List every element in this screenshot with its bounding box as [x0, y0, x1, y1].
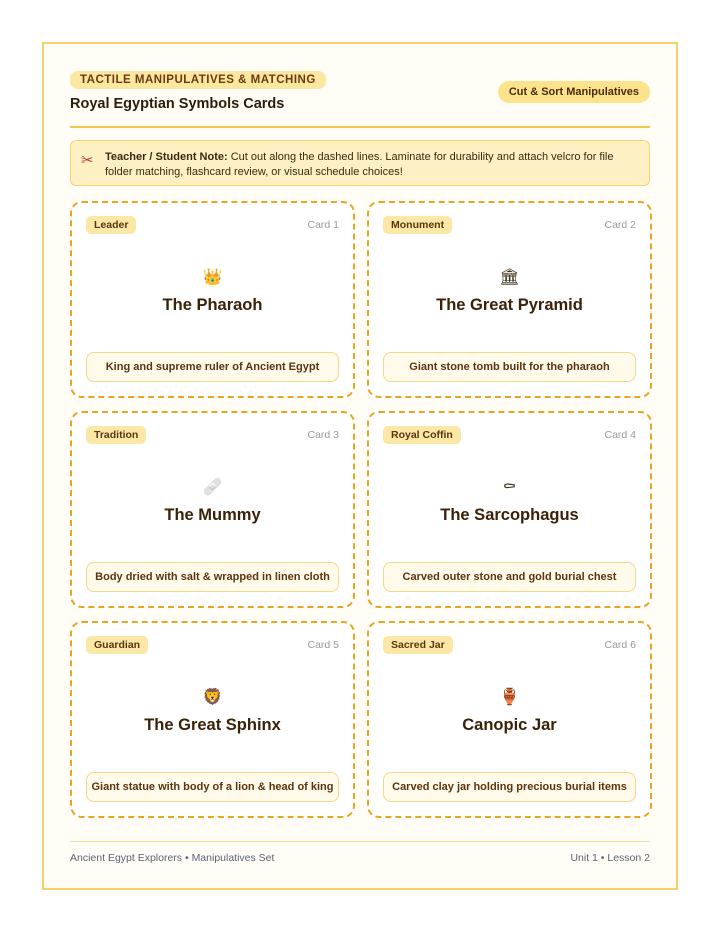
card-description: Carved clay jar holding precious burial items [383, 772, 636, 802]
card-description: Giant statue with body of a lion & head of king [86, 772, 339, 802]
coffin-icon: ⚰ [502, 479, 517, 496]
card-name: The Sarcophagus [440, 506, 579, 524]
scissors-icon: ✂ [81, 152, 94, 169]
card-description: King and supreme ruler of Ancient Egypt [86, 352, 339, 382]
card-name: The Mummy [164, 506, 261, 524]
card-5[interactable] [70, 621, 355, 818]
jar-icon: 🏺 [499, 689, 520, 706]
footer-lesson: Unit 1 • Lesson 2 [570, 852, 650, 864]
page-title: Royal Egyptian Symbols Cards [70, 96, 285, 112]
card-description: Giant stone tomb built for the pharaoh [383, 352, 636, 382]
header-divider [70, 126, 650, 128]
footer-series: Ancient Egypt Explorers • Manipulatives Set [70, 852, 275, 864]
card-tag: Royal Coffin [383, 426, 461, 444]
worksheet [42, 42, 678, 890]
card-tag: Guardian [86, 636, 148, 654]
bandage-icon: 🩹 [202, 479, 223, 496]
card-tag: Tradition [86, 426, 146, 444]
monument-icon: 🏛 [499, 269, 520, 286]
card-tag: Leader [86, 216, 136, 234]
card-description: Carved outer stone and gold burial chest [383, 562, 636, 592]
footer-divider [70, 841, 650, 842]
header [70, 70, 650, 128]
card-tag: Monument [383, 216, 452, 234]
card-2[interactable] [367, 201, 652, 398]
card-name: Canopic Jar [462, 716, 557, 734]
card-4[interactable] [367, 411, 652, 608]
teacher-note [70, 140, 650, 186]
card-1[interactable] [70, 201, 355, 398]
crown-icon: 👑 [202, 269, 223, 286]
kicker-badge: TACTILE MANIPULATIVES & MATCHING [70, 71, 326, 89]
lion-icon: 🦁 [202, 689, 223, 706]
card-tag: Sacred Jar [383, 636, 453, 654]
note-label: Teacher / Student Note: [105, 151, 228, 163]
card-name: The Great Pyramid [436, 296, 583, 314]
card-3[interactable] [70, 411, 355, 608]
note-text: Cut out along the dashed lines. Laminate for durability and attach velcro for file folder matching, flashcard review, or visual schedule choices! [105, 151, 614, 178]
card-6[interactable] [367, 621, 652, 818]
cut-sort-pill: Cut & Sort Manipulatives [498, 81, 650, 103]
card-description: Body dried with salt & wrapped in linen cloth [86, 562, 339, 592]
card-number: Card 4 [604, 429, 636, 441]
card-name: The Pharaoh [162, 296, 263, 314]
card-number: Card 1 [307, 219, 339, 231]
card-number: Card 6 [604, 639, 636, 651]
card-number: Card 3 [307, 429, 339, 441]
card-name: The Great Sphinx [144, 716, 281, 734]
card-number: Card 2 [604, 219, 636, 231]
card-number: Card 5 [307, 639, 339, 651]
